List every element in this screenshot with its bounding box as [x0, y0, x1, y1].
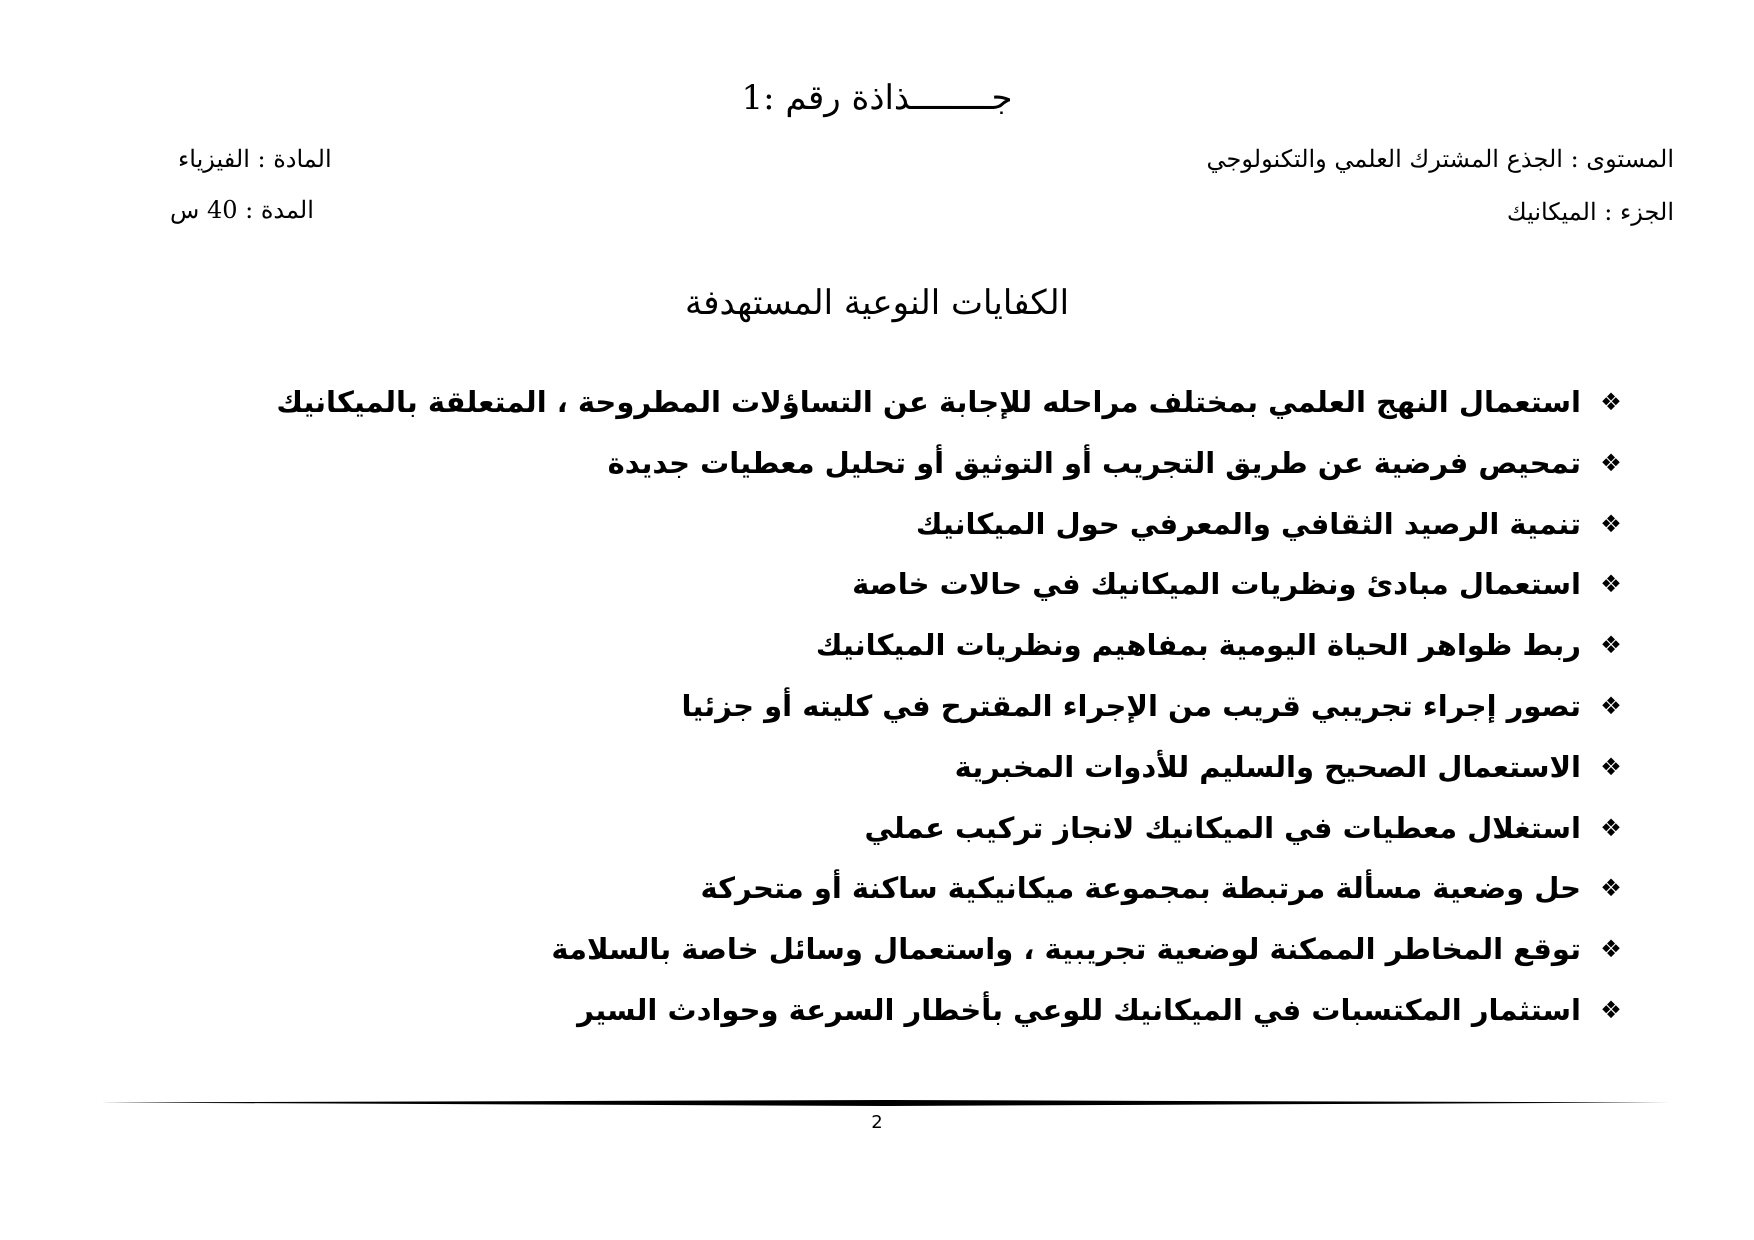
diamond-bullet-icon: ❖: [1600, 570, 1622, 599]
list-item: [149, 433, 1629, 494]
list-item: [149, 554, 1629, 615]
level-label: المستوى : الجذع المشترك العلمي والتكنولوجي: [1206, 145, 1674, 173]
section-title: الكفايات النوعية المستهدفة: [684, 283, 1070, 323]
list-item: [149, 372, 1629, 433]
diamond-bullet-icon: ❖: [1600, 752, 1622, 781]
page-number: 2: [871, 1112, 883, 1133]
part-label: الجزء : الميكانيك: [1506, 198, 1674, 226]
list-item-text: استغلال معطيات في الميكانيك لانجاز تركيب عملي: [864, 810, 1581, 845]
diamond-bullet-icon: ❖: [1600, 448, 1622, 477]
list-item: [149, 615, 1629, 676]
list-item: [149, 676, 1629, 737]
diamond-bullet-icon: ❖: [1600, 874, 1622, 903]
diamond-bullet-icon: ❖: [1600, 935, 1622, 964]
list-item-text: استثمار المكتسبات في الميكانيك للوعي بأخطار السرعة وحوادث السير: [577, 992, 1581, 1027]
list-item-text: حل وضعية مسألة مرتبطة بمجموعة ميكانيكية ساكنة أو متحركة: [700, 871, 1581, 906]
list-item-text: تصور إجراء تجريبي قريب من الإجراء المقترح في كليته أو جزئيا: [681, 688, 1581, 723]
list-item: [149, 494, 1629, 555]
list-item-text: توقع المخاطر الممكنة لوضعية تجريبية ، واستعمال وسائل خاصة بالسلامة: [551, 932, 1581, 967]
footer-divider: [100, 1100, 1670, 1106]
competencies-list: [149, 372, 1629, 1041]
list-item-text: استعمال مبادئ ونظريات الميكانيك في حالات خاصة: [852, 567, 1581, 602]
diamond-bullet-icon: ❖: [1600, 509, 1622, 538]
document-title: جــــــــذاذة رقم :1: [741, 78, 1013, 118]
list-item-text: تمحيص فرضية عن طريق التجريب أو التوثيق أو تحليل معطيات جديدة: [607, 445, 1581, 480]
list-item: [149, 798, 1629, 859]
list-item: [149, 980, 1629, 1041]
list-item-text: ربط ظواهر الحياة اليومية بمفاهيم ونظريات الميكانيك: [815, 628, 1581, 663]
footer-divider-line: [100, 1100, 1670, 1106]
diamond-bullet-icon: ❖: [1600, 691, 1622, 720]
list-item-text: الاستعمال الصحيح والسليم للأدوات المخبرية: [954, 749, 1581, 784]
list-item: [149, 858, 1629, 919]
diamond-bullet-icon: ❖: [1600, 813, 1622, 842]
diamond-bullet-icon: ❖: [1600, 995, 1622, 1024]
list-item: [149, 919, 1629, 980]
list-item-text: تنمية الرصيد الثقافي والمعرفي حول الميكانيك: [915, 506, 1581, 541]
list-item-text: استعمال النهج العلمي بمختلف مراحله للإجابة عن التساؤلات المطروحة ، المتعلقة بالميكانيك: [276, 385, 1581, 419]
diamond-bullet-icon: ❖: [1600, 388, 1622, 416]
duration-label: المدة : 40 س: [170, 196, 314, 224]
diamond-bullet-icon: ❖: [1600, 631, 1622, 660]
subject-label: المادة : الفيزياء: [178, 145, 332, 173]
list-item: [149, 737, 1629, 798]
